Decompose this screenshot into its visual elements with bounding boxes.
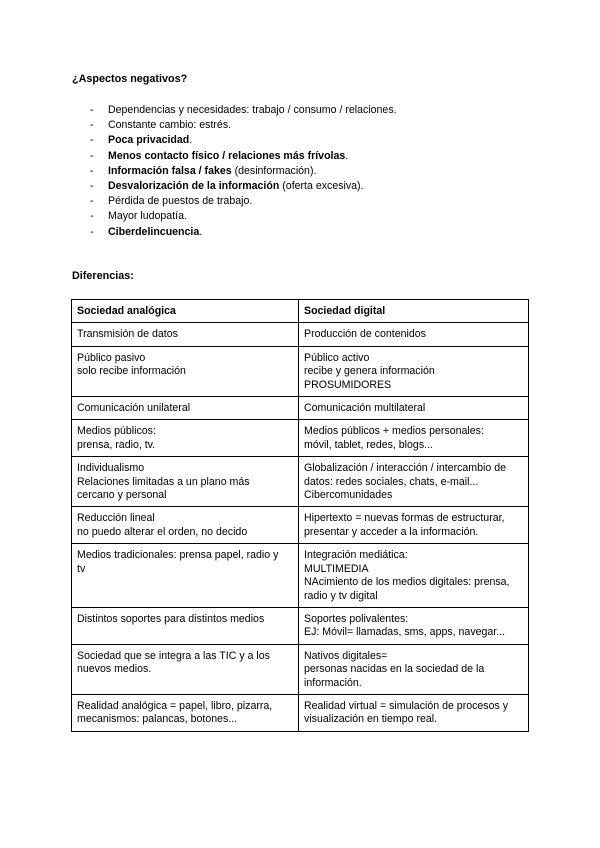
list-item-text: . [345, 149, 349, 162]
cell-line: Soportes polivalentes: [304, 612, 409, 625]
list-item-text: . [199, 225, 203, 238]
list-item-text: . [189, 134, 193, 147]
cell-line: Integración mediática: [304, 549, 408, 562]
cell-line: Distintos soportes para distintos medios [77, 612, 265, 625]
cell-analog [72, 507, 299, 544]
list-item-text: (desinformación). [231, 164, 317, 177]
cell-analog [72, 457, 299, 507]
list-item-bold-text: Menos contacto físico / relaciones más frívolas [108, 149, 346, 162]
table-row [72, 544, 529, 608]
negatives-list [90, 103, 510, 240]
list-item [90, 209, 510, 224]
cell-digital [299, 457, 529, 507]
cell-digital [299, 607, 529, 644]
cell-line: presentar y acceder a la información. [304, 525, 479, 538]
list-item-text: Mayor ludopatía. [108, 210, 187, 223]
table-row [72, 420, 529, 457]
cell-analog [72, 644, 299, 694]
cell-line: Sociedad que se integra a las TIC y a los [77, 649, 270, 662]
list-item [90, 179, 510, 194]
cell-line: Público pasivo [77, 351, 146, 364]
cell-line: nuevos medios. [77, 663, 152, 676]
cell-line: información. [304, 676, 362, 689]
table-row [72, 323, 529, 346]
cell-line: Individualismo [77, 462, 145, 475]
cell-line: Relaciones limitadas a un plano más [77, 475, 250, 488]
cell-line: Globalización / interacción / intercambio de [304, 462, 506, 475]
cell-line: Medios tradicionales: prensa papel, radio y [77, 549, 279, 562]
list-item-text: Constante cambio: estrés. [108, 119, 232, 132]
table-row [72, 346, 529, 396]
cell-line: Medios públicos + medios personales: [304, 425, 484, 438]
differences-heading: Diferencias: [72, 270, 134, 282]
cell-line: mecanismos: palancas, botones... [77, 713, 238, 726]
cell-line: móvil, tablet, redes, blogs... [304, 438, 433, 451]
cell-line: radio y tv digital [304, 589, 378, 602]
cell-digital [299, 644, 529, 694]
list-item [90, 225, 510, 240]
cell-line: MULTIMEDIA [304, 562, 369, 575]
cell-analog [72, 397, 299, 420]
cell-line: tv [77, 562, 86, 575]
table-row [72, 644, 529, 694]
bullet-dash: - [90, 210, 94, 223]
cell-analog [72, 694, 299, 731]
bullet-dash: - [90, 149, 94, 162]
cell-digital [299, 346, 529, 396]
list-item [90, 118, 510, 133]
cell-line: Cibercomunidades [304, 489, 393, 502]
cell-line: Comunicación multilateral [304, 402, 426, 415]
list-item-bold-text: Poca privacidad [108, 134, 190, 147]
cell-line: Realidad virtual = simulación de procesos y [304, 699, 509, 712]
list-item [90, 133, 510, 148]
list-item-text: Pérdida de puestos de trabajo. [108, 195, 253, 208]
bullet-dash: - [90, 134, 94, 147]
cell-digital [299, 397, 529, 420]
table-header-row [72, 300, 529, 323]
cell-line: Transmisión de datos [77, 328, 178, 341]
cell-digital [299, 420, 529, 457]
header-analog: Sociedad analógica [72, 300, 299, 323]
list-item [90, 149, 510, 164]
table-row [72, 397, 529, 420]
list-item [90, 194, 510, 209]
cell-analog [72, 607, 299, 644]
cell-analog [72, 346, 299, 396]
cell-analog [72, 323, 299, 346]
cell-line: Nativos digitales= [304, 649, 388, 662]
cell-line: Realidad analógica = papel, libro, pizarra, [77, 699, 273, 712]
cell-digital [299, 507, 529, 544]
cell-line: datos: redes sociales, chats, e-mail... [304, 475, 479, 488]
cell-line: personas nacidas en la sociedad de la [304, 663, 485, 676]
table-row [72, 457, 529, 507]
cell-analog [72, 544, 299, 608]
list-item [90, 164, 510, 179]
list-item-bold-text: Ciberdelincuencia [108, 225, 200, 238]
cell-analog [72, 420, 299, 457]
list-item-text: (oferta excesiva). [279, 179, 364, 192]
bullet-dash: - [90, 195, 94, 208]
cell-line: NAcimiento de los medios digitales: prensa, [304, 576, 510, 589]
bullet-dash: - [90, 179, 94, 192]
list-item-bold-text: Desvalorización de la información [108, 179, 280, 192]
list-item-text: Dependencias y necesidades: trabajo / consumo / relaciones. [108, 104, 397, 116]
table-row [72, 507, 529, 544]
differences-table [71, 299, 529, 732]
cell-line: cercano y personal [77, 489, 167, 502]
cell-line: no puedo alterar el orden, no decido [77, 525, 248, 538]
cell-digital [299, 544, 529, 608]
cell-line: visualización en tiempo real. [304, 713, 438, 726]
table-row [72, 607, 529, 644]
list-item [90, 103, 510, 118]
cell-line: Público activo [304, 351, 370, 364]
cell-line: recibe y genera información [304, 365, 435, 378]
cell-line: solo recibe información [77, 365, 186, 378]
bullet-dash: - [90, 164, 94, 177]
bullet-dash: - [90, 119, 94, 132]
bullet-dash: - [90, 225, 94, 238]
cell-digital [299, 694, 529, 731]
header-digital: Sociedad digital [299, 300, 529, 323]
cell-line: Medios públicos: [77, 425, 156, 438]
cell-line: Hipertexto = nuevas formas de estructurar, [304, 512, 505, 525]
table-row [72, 694, 529, 731]
cell-line: Reducción lineal [77, 512, 155, 525]
negatives-heading: ¿Aspectos negativos? [72, 73, 188, 85]
cell-line: EJ: Móvil= llamadas, sms, apps, navegar... [304, 626, 506, 639]
cell-line: PROSUMIDORES [304, 378, 392, 391]
cell-line: Comunicación unilateral [77, 402, 191, 415]
cell-line: prensa, radio, tv. [77, 438, 156, 451]
cell-digital [299, 323, 529, 346]
bullet-dash: - [90, 104, 94, 116]
cell-line: Producción de contenidos [304, 328, 426, 341]
table-body [72, 323, 529, 731]
list-item-bold-text: Información falsa / fakes [108, 164, 232, 177]
